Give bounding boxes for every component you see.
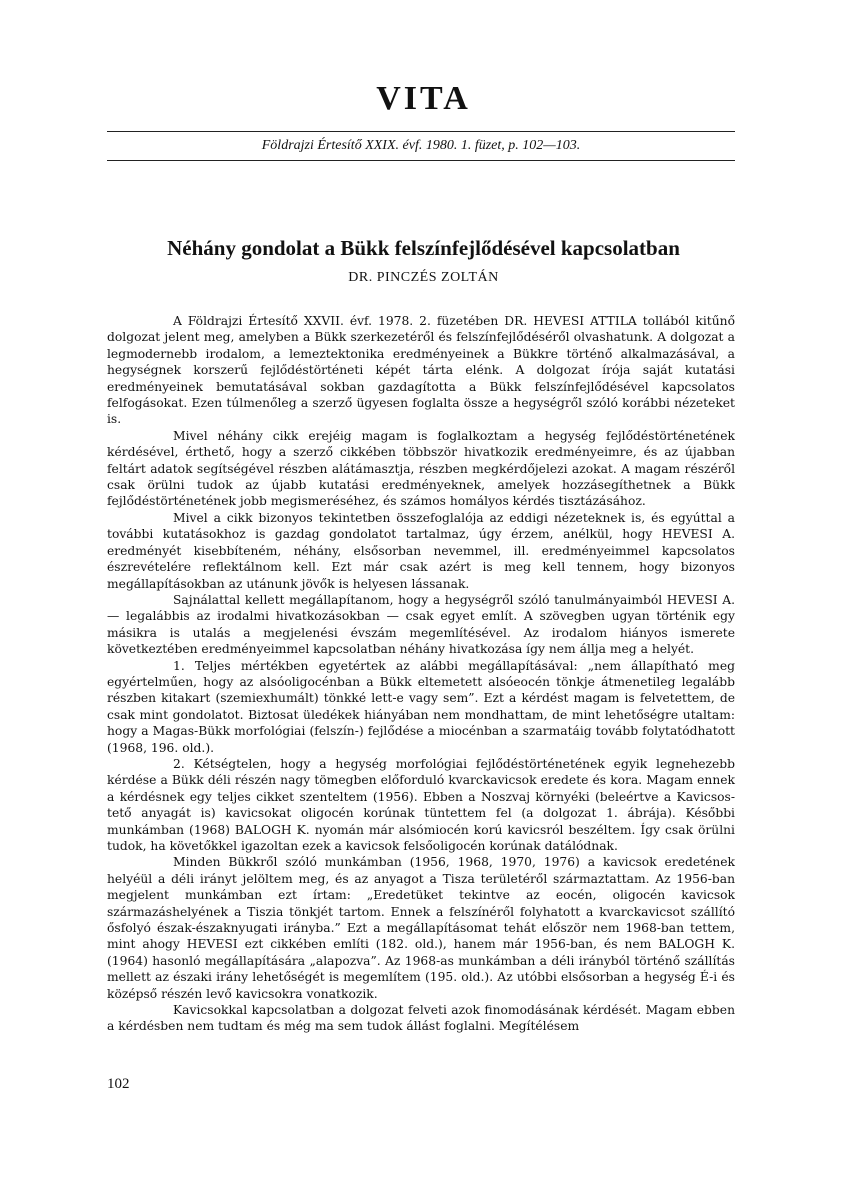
paragraph-3: Mivel a cikk bizonyos tekintetben összefoglalója az eddigi nézeteknek is, és egyúttal a további kutatásokhoz is gazdag gondolatot tartalmaz, úgy érzem, anélkül, hogy HEVESI A. eredményét kisebbíteném, néhány, elsősorban nevemmel, ill. eredményeimmel kapcsolatos észrevételére reflektálnom kell. Ezt már csak azért is meg kell tennem, hogy bizonyos megállapításokban az utánunk jövők is helyesen lássanak. xyxy=(107,510,735,591)
page-number: 102 xyxy=(107,1076,130,1092)
paragraph-7: Minden Bükkről szóló munkámban (1956, 1968, 1970, 1976) a kavicsok eredetének helyéül a déli irányt jelöltem meg, és az anyagot a Tisza területéről származtattam. Az 1956-ban megjelent munkámban ezt írtam: „Eredetüket tekintve az eocén, oligocén kavicsok származáshelyének a Tiszia tönkjét tartom. Ennek a felszínéről folyhatott a kvarckavicsot szállító ősfolyó észak-északnyugati irányba.” Ezt a megállapításomat tehát először nem 1968-ban tettem, mint ahogy HEVESI ezt cikkében említi (182. old.), hanem már 1956-ban, és nem BALOGH K. (1964) hasonló megállapítására „alapozva”. Az 1968-as munkámban a déli irányból történő szállítás mellett az északi irány lehetőségét is megemlítem (195. old.). Az utóbbi elsősorban a hegység É-i és középső részén levő kavicsokra vonatkozik. xyxy=(107,855,735,1001)
paragraph-5: 1. Teljes mértékben egyetértek az alábbi megállapításával: „nem állapítható meg egyértelműen, hogy az alsóoligocénban a Bükk eltemetett alsóeocén tönkje átmenetileg legalább részben kitakart (szemiexhumált) tönkké lett-e vagy sem”. Ezt a kérdést magam is felvetettem, de csak mint gondolatot. Biztosat üledékek hiányában nem mondhattam, de mint lehetőségre utaltam: hogy a Magas-Bükk morfológiai (felszín-) fejlődése a miocénban a szarmatáig tovább folytatódhatott (1968, 196. old.). xyxy=(107,658,735,755)
paragraph-4: Sajnálattal kellett megállapítanom, hogy a hegységről szóló tanulmányaimból HEVESI A. — legalábbis az irodalmi hivatkozásokban — csak egyet említ. A szövegben ugyan történik egy másikra is utalás a megjelenési évszám megemlítésével. Az irodalom hiányos ismerete következtében eredményeimmel kapcsolatban néhány hivatkozása így nem állja meg a helyét. xyxy=(107,592,735,657)
article-author: DR. PINCZÉS ZOLTÁN xyxy=(348,270,499,285)
paragraph-2: Mivel néhány cikk erejéig magam is foglalkoztam a hegység fejlődéstörténetének kérdésével, érthető, hogy a szerző cikkében többször hivatkozik eredményeimre, és az újabban feltárt adatok segítségével részben alátámasztja, részben megkérdőjelezi azokat. A magam részéről csak örülni tudok az újabb kutatási eredményeknek, amelyek hozzásegíthetnek a Bükk fejlődéstörténetének jobb megismeréséhez, és számos homályos kérdés tisztázásához. xyxy=(107,428,735,509)
paragraph-6: 2. Kétségtelen, hogy a hegység morfológiai fejlődéstörténetének egyik legnehezebb kérdése a Bükk déli részén nagy tömegben előforduló kvarckavicsok eredete és kora. Magam ennek a kérdésnek egy teljes cikket szenteltem (1956). Ebben a Noszvaj környéki (beleértve a Kavicsos-tető anyagát is) kavicsokat oligocén korúnak tüntettem fel (a dolgozat 1. ábrája). Későbbi munkámban (1968) BALOGH K. nyomán már alsómiocén korú kavicsról beszéltem. Így csak örülni tudok, ha követőkkel igazoltan ezek a kavicsok felsőoligocén korúnak datálódnak. xyxy=(107,756,735,853)
section-title: VITA xyxy=(376,80,471,117)
top-rule xyxy=(107,131,735,132)
paragraph-8: Kavicsokkal kapcsolatban a dolgozat felveti azok finomodásának kérdését. Magam ebben a kérdésben nem tudtam és még ma sem tudok állást foglalni. Megítélésem xyxy=(107,1003,735,1034)
journal-citation: Földrajzi Értesítő XXIX. évf. 1980. 1. füzet, p. 102—103. xyxy=(261,138,581,153)
article-body xyxy=(107,313,735,1035)
article-title: Néhány gondolat a Bükk felszínfejlődésével kapcsolatban xyxy=(167,236,680,260)
bottom-rule xyxy=(107,160,735,161)
paragraph-1: A Földrajzi Értesítő XXVII. évf. 1978. 2. füzetében DR. HEVESI ATTILA tollából kitűnő dolgozat jelent meg, amelyben a Bükk szerkezetéről és felszínfejlődéséről olvashatunk. A dolgozat a legmodernebb irodalom, a lemeztektonika eredményeinek a Bükkre történő alkalmazásával, a hegységnek korszerű fejlődéstörténeti képét tárta elénk. A dolgozat írója saját kutatási eredményeinek bemutatásával sokban gazdagította a Bükk felszínfejlődésével kapcsolatos felfogásokat. Ezen túlmenőleg a szerző ügyesen foglalta össze a hegységről szóló korábbi nézeteket is. xyxy=(107,314,735,427)
